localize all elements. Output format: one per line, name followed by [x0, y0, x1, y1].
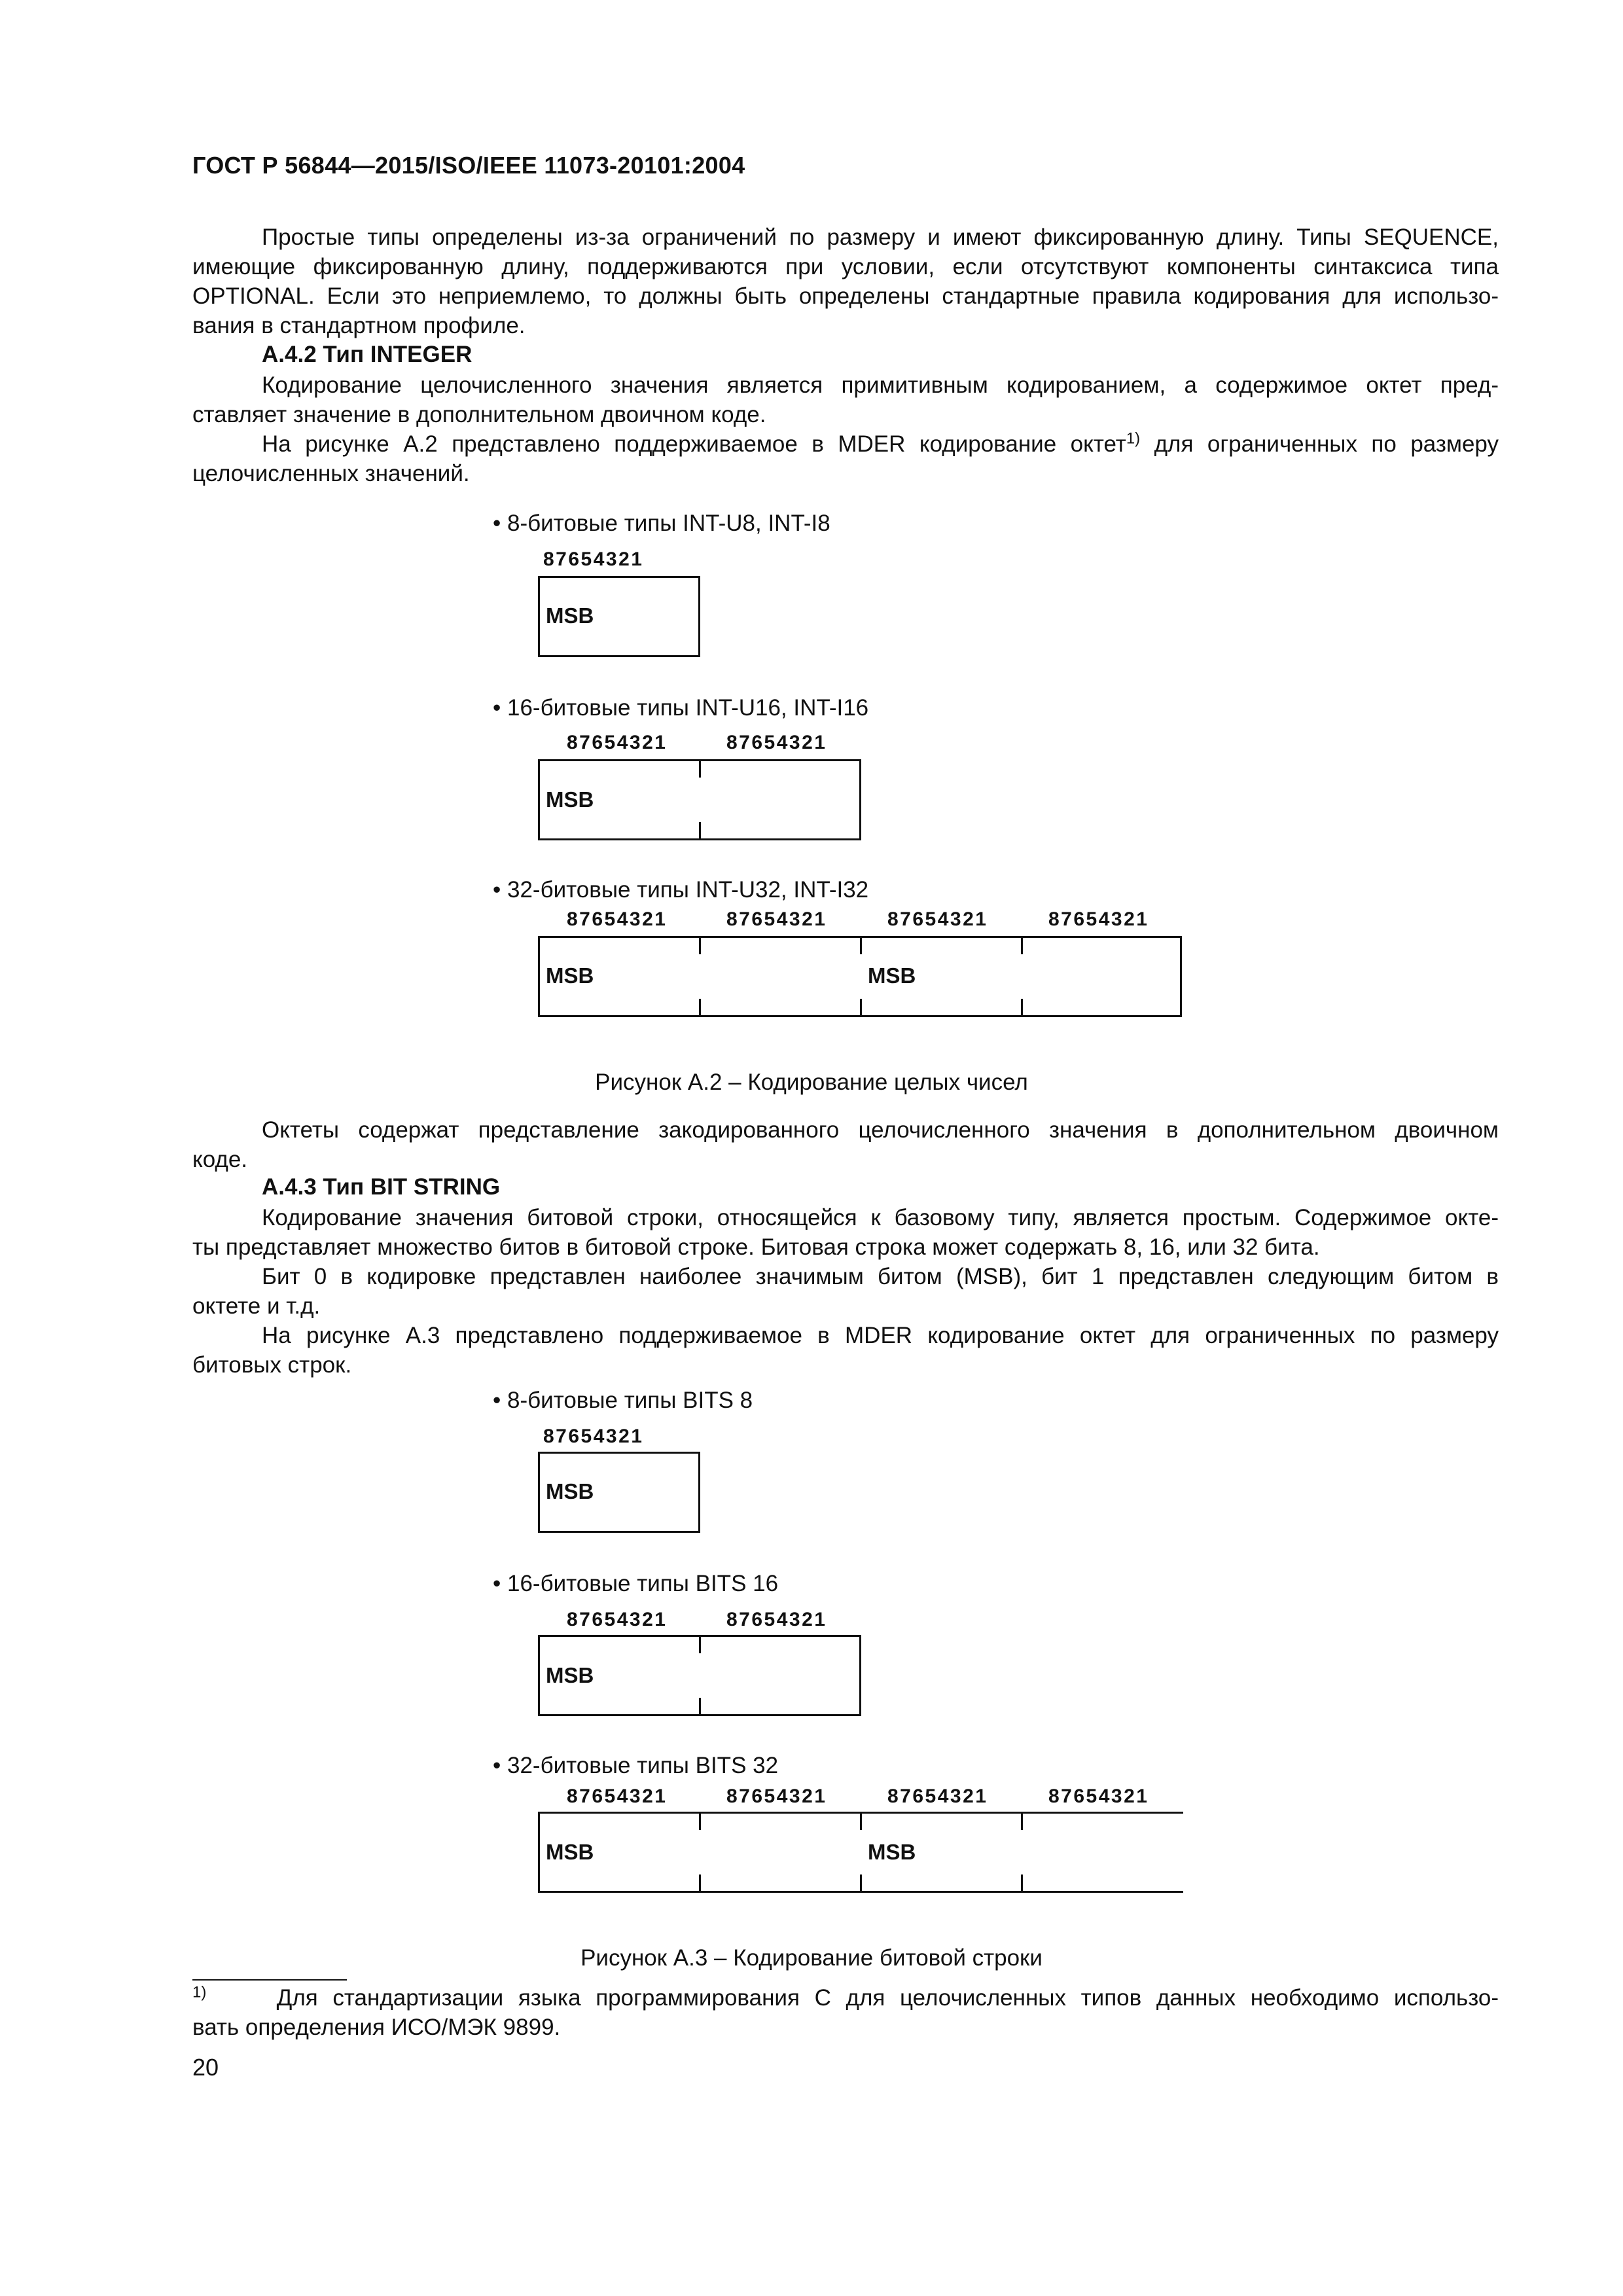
bit-order-label: 87654321 — [887, 1785, 988, 1807]
footnote-separator — [192, 1979, 347, 1981]
octet-divider — [699, 1698, 701, 1716]
octet-divider — [1021, 1812, 1023, 1830]
bit-order-label: 87654321 — [726, 1785, 827, 1807]
bullet-bits-8: • 8-битовые типы BITS 8 — [493, 1388, 753, 1413]
msb-label: MSB — [868, 963, 916, 988]
footnote: $^{1)}$ Для стандартизации языка программирования С для целочисленных типов данных необходимо использо- вать определения ИСО/МЭК 9899. — [192, 1983, 1499, 2040]
octet-divider — [699, 936, 701, 954]
paragraph-bit-zero: Бит 0 в кодировке представлен наиболее значимым битом (MSB), бит 1 представлен следующим битом в октете и т.д. — [192, 1264, 1499, 1319]
octet-divider — [860, 1812, 862, 1830]
bullet-bits-32: • 32-битовые типы BITS 32 — [493, 1753, 779, 1778]
octet-divider — [860, 1874, 862, 1893]
section-heading-bit-string: А.4.3 Тип BIT STRING — [262, 1174, 501, 1200]
bit-order-label: 87654321 — [1048, 1785, 1149, 1807]
msb-label: MSB — [546, 603, 594, 628]
paragraph-integer-encoding: Кодирование целочисленного значения является примитивным кодированием, а содержимое октет пред- ставляет значение в дополнительном двоичном коде. — [192, 372, 1499, 427]
bit-order-label: 87654321 — [1048, 908, 1149, 930]
octet-divider — [1021, 936, 1023, 954]
bit-order-label: 87654321 — [567, 1609, 668, 1630]
octet-divider — [860, 999, 862, 1017]
octet-divider — [1021, 999, 1023, 1017]
msb-label: MSB — [546, 1663, 594, 1687]
bit-order-label: 87654321 — [567, 732, 668, 753]
octet-divider — [1021, 1874, 1023, 1893]
footnote-reference: 1) — [1126, 429, 1141, 448]
page-number: 20 — [192, 2054, 219, 2081]
octet-divider — [699, 1874, 701, 1893]
octet-divider — [699, 1812, 701, 1830]
bullet-bits-16: • 16-битовые типы BITS 16 — [493, 1571, 779, 1596]
bit-order-label: 87654321 — [567, 908, 668, 930]
bit-order-label: 87654321 — [726, 908, 827, 930]
section-heading-integer: А.4.2 Тип INTEGER — [262, 342, 473, 367]
octet-divider — [860, 936, 862, 954]
octet-divider — [699, 822, 701, 840]
octet-divider — [699, 1635, 701, 1653]
octet-divider — [699, 999, 701, 1017]
paragraph-simple-types: Простые типы определены из-за ограничений по размеру и имеют фиксированную длину. Типы SEQUENCE, имеющие фиксированную длину, поддерживаются при условии, если отсутствуют компоненты синтаксиса типа OPTIONAL. Если это неприемлемо, то должны быть определены стандартные правила кодирования для использо- вания в стандартном профиле. — [192, 224, 1499, 338]
paragraph-octets: Октеты содержат представление закодированного целочисленного значения в дополнительном двоичном коде. — [192, 1117, 1499, 1172]
figure-a3-caption: Рисунок А.3 – Кодирование битовой строки — [580, 1945, 1043, 1971]
octet-divider — [699, 759, 701, 778]
bit-order-label: 87654321 — [726, 1609, 827, 1630]
bit-order-label: 87654321 — [543, 548, 644, 570]
footnote-marker: 1) — [192, 1983, 207, 2001]
msb-label: MSB — [546, 963, 594, 988]
bullet-int-16: • 16-битовые типы INT-U16, INT-I16 — [493, 695, 869, 721]
msb-label: MSB — [546, 787, 594, 812]
bit-order-label: 87654321 — [887, 908, 988, 930]
figure-a2-caption: Рисунок А.2 – Кодирование целых чисел — [595, 1069, 1028, 1095]
bit-order-label: 87654321 — [726, 732, 827, 753]
paragraph-bitstring-encoding: Кодирование значения битовой строки, относящейся к базовому типу, является простым. Содержимое окте- ты представляет множество битов в битовой строке. Битовая строка может содержать 8, 16, или 32 бита. — [192, 1205, 1499, 1260]
paragraph-figure-a2-ref: На рисунке А.2 представлено поддерживаемое в MDER кодирование октет$^{1)}$ для ограниченных по размеру целочисленных значений. — [192, 429, 1499, 486]
msb-label: MSB — [868, 1840, 916, 1864]
msb-label: MSB — [546, 1479, 594, 1503]
bullet-int-8: • 8-битовые типы INT-U8, INT-I8 — [493, 511, 830, 536]
document-header: ГОСТ Р 56844—2015/ISO/IEEE 11073-20101:2004 — [192, 152, 745, 179]
bit-order-label: 87654321 — [543, 1426, 644, 1447]
bit-order-label: 87654321 — [567, 1785, 668, 1807]
bullet-int-32: • 32-битовые типы INT-U32, INT-I32 — [493, 877, 869, 903]
paragraph-figure-a3-ref: На рисунке А.3 представлено поддерживаемое в MDER кодирование октет для ограниченных по размеру битовых строк. — [192, 1323, 1499, 1378]
msb-label: MSB — [546, 1840, 594, 1864]
